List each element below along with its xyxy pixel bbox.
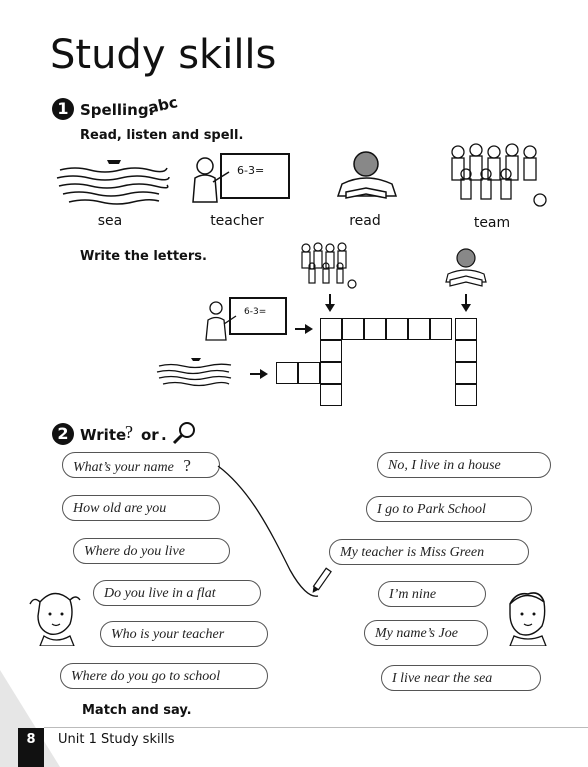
or-label: or — [141, 426, 159, 444]
letter-box[interactable] — [276, 362, 298, 384]
pencil-icon — [310, 568, 331, 594]
right-arrow-icon — [295, 323, 317, 335]
teacher-clue-picture — [200, 296, 290, 344]
question-text: Do you live in a flat — [104, 586, 216, 601]
question-bubble — [73, 538, 230, 564]
team-picture — [440, 138, 548, 210]
read-listen-spell-instruction: Read, listen and spell. — [80, 128, 244, 143]
letter-box[interactable] — [386, 318, 408, 340]
teacher-picture — [183, 152, 293, 208]
letter-box[interactable] — [320, 362, 342, 384]
letter-box[interactable] — [455, 340, 477, 362]
question-text: Where do you live — [84, 544, 185, 559]
down-arrow-icon — [324, 294, 336, 314]
question-bubble — [62, 452, 220, 478]
team-caption: team — [473, 215, 511, 231]
answer-bubble — [377, 452, 551, 478]
question-text: What’s your name — [73, 460, 174, 475]
letter-box[interactable] — [320, 340, 342, 362]
answer-text: I’m nine — [389, 587, 437, 602]
question-mark-symbol: ? — [125, 422, 133, 442]
read-caption: read — [349, 213, 381, 229]
answer-bubble — [329, 539, 529, 565]
answer-text: No, I live in a house — [388, 458, 501, 473]
abc-icon: abc — [146, 93, 180, 117]
question-bubble — [60, 663, 268, 689]
answer-text: My name’s Joe — [375, 626, 458, 641]
answer-bubble — [378, 581, 486, 607]
team-clue-picture — [298, 240, 358, 292]
letter-box[interactable] — [364, 318, 386, 340]
letter-box[interactable] — [408, 318, 430, 340]
match-say-instruction: Match and say. — [82, 703, 192, 718]
write-letters-instruction: Write the letters. — [80, 249, 207, 264]
letter-box[interactable] — [455, 362, 477, 384]
example-match-line — [210, 460, 340, 610]
page-title: Study skills — [50, 32, 277, 78]
question-bubble — [62, 495, 220, 521]
section-1-number: 1 — [52, 98, 74, 120]
answer-text: I live near the sea — [392, 671, 493, 686]
letter-box[interactable] — [455, 384, 477, 406]
down-arrow-icon — [460, 294, 472, 314]
letter-box[interactable] — [320, 318, 342, 340]
read-clue-picture — [436, 246, 496, 290]
teacher-caption: teacher — [210, 213, 264, 229]
section-2-number: 2 — [52, 423, 74, 445]
question-text: Who is your teacher — [111, 627, 225, 642]
answer-slot[interactable]: ? — [183, 456, 191, 475]
right-arrow-icon — [250, 368, 272, 380]
answer-text: My teacher is Miss Green — [340, 545, 485, 560]
letter-box[interactable] — [320, 384, 342, 406]
question-text: Where do you go to school — [71, 669, 221, 684]
letter-box[interactable] — [298, 362, 320, 384]
answer-bubble — [364, 620, 488, 646]
section-1-heading: Spelling. — [80, 101, 155, 119]
letter-box[interactable] — [342, 318, 364, 340]
letter-box[interactable] — [430, 318, 452, 340]
question-text: How old are you — [73, 501, 167, 516]
page-number: 8 — [26, 732, 36, 747]
girl-picture — [26, 584, 82, 646]
sea-caption: sea — [97, 213, 123, 229]
sea-clue-picture — [155, 354, 235, 390]
answer-bubble — [381, 665, 541, 691]
letter-box[interactable] — [455, 318, 477, 340]
footer-divider — [44, 727, 588, 728]
answer-bubble — [366, 496, 532, 522]
footer-unit-title: Unit 1 Study skills — [58, 732, 175, 747]
answer-text: I go to Park School — [377, 502, 486, 517]
section-2-heading: Write — [80, 426, 127, 444]
full-stop-symbol: . — [161, 426, 167, 444]
read-picture — [322, 146, 412, 206]
magnifying-glass-icon — [172, 420, 198, 446]
svg-text:6-3=: 6-3= — [237, 164, 265, 177]
boy-picture — [500, 584, 554, 646]
board-text: 6-3= — [244, 307, 267, 317]
question-bubble — [100, 621, 268, 647]
sea-picture — [55, 150, 170, 210]
